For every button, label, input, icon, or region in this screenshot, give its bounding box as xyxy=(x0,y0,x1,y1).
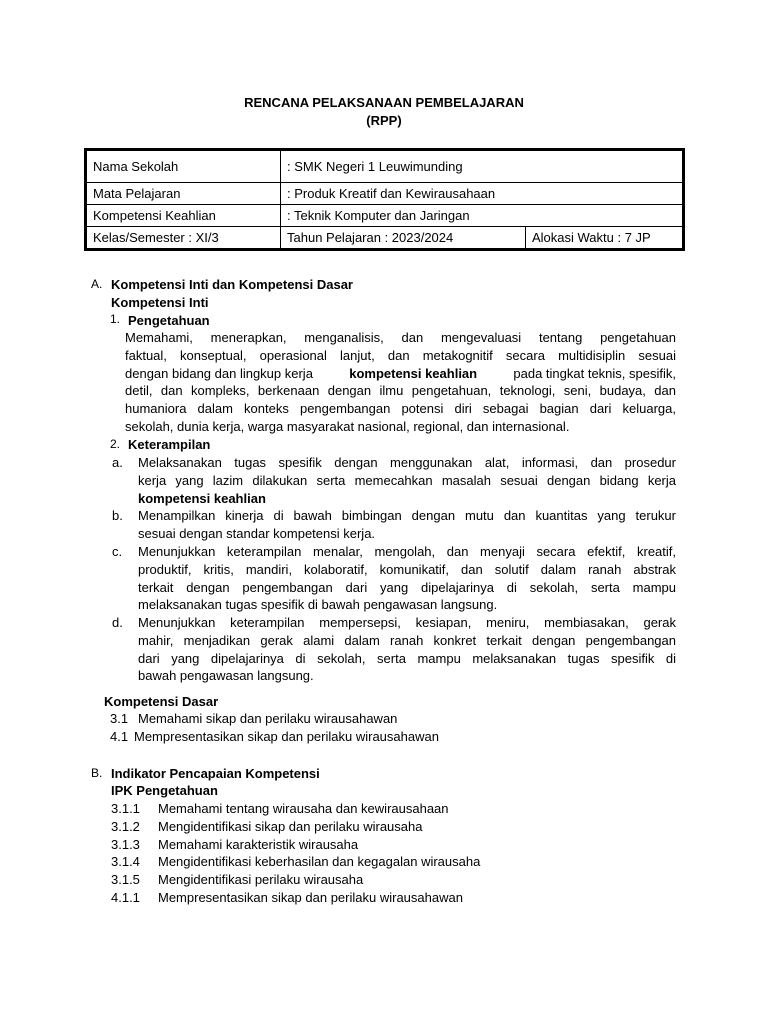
label-cell: Mata Pelajaran xyxy=(86,183,281,205)
bold-term: kompetensi keahlian xyxy=(349,365,478,381)
alokasi-cell: Alokasi Waktu : 7 JP xyxy=(526,227,684,250)
label-cell: Nama Sekolah xyxy=(86,150,281,183)
ipk-num: 3.1.2 xyxy=(111,819,140,834)
paragraph-line: Menunjukkan keterampilan mempersepsi, kesiapan, meniru, membiasakan, gerak xyxy=(138,615,676,630)
bold-term: kompetensi keahlian xyxy=(138,490,266,506)
paragraph-line: kerja yang lazim dilakukan serta memecahkan masalah sesuai dengan bidang kerja xyxy=(138,472,676,488)
paragraph-line: Melaksanakan tugas spesifik dengan menggunakan alat, informasi, dan prosedur xyxy=(138,455,676,470)
section-a-heading: Kompetensi Inti dan Kompetensi Dasar xyxy=(111,277,353,292)
doc-subtitle: (RPP) xyxy=(366,113,402,128)
paragraph-line: detil, dan kompleks, berkenaan dengan ilmu pengetahuan, teknologi, seni, budaya, dan xyxy=(125,383,676,399)
paragraph-line: Menampilkan kinerja di bawah bimbingan dengan mutu dan kuantitas yang terukur xyxy=(138,508,676,523)
line-segment: dengan bidang dan lingkup kerja xyxy=(125,365,313,381)
ki2-item-c xyxy=(138,543,676,614)
ipk-num: 3.1.5 xyxy=(111,872,140,887)
ipk-text: Mempresentasikan sikap dan perilaku wirausahawan xyxy=(158,890,463,905)
ipk-text: Mengidentifikasi keberhasilan dan kegagalan wirausaha xyxy=(158,854,481,869)
section-a-marker: A. xyxy=(91,277,103,291)
paragraph-line: mahir, menjadikan gerak alami dalam ranah konkret terkait dengan pengembangan xyxy=(138,632,676,648)
table-row xyxy=(86,183,684,205)
value-cell: : Teknik Komputer dan Jaringan xyxy=(281,205,684,227)
ki2-item-d xyxy=(138,614,676,685)
paragraph-line xyxy=(125,365,676,383)
ipk-text: Mengidentifikasi sikap dan perilaku wirausaha xyxy=(158,819,423,834)
paragraph-line: humaniora dalam konteks pengembangan potensi diri sebagai bagian dari keluarga, xyxy=(125,401,676,417)
kd-text: Memahami sikap dan perilaku wirausahawan xyxy=(138,711,398,726)
ki2-marker: 2. xyxy=(110,437,121,451)
value-cell: : SMK Negeri 1 Leuwimunding xyxy=(281,150,684,183)
paragraph-line: Memahami, menerapkan, menganalisis, dan mengevaluasi tentang pengetahuan xyxy=(125,330,676,345)
ki2-item-b xyxy=(138,507,676,543)
ipk-text: Memahami tentang wirausaha dan kewirausahaan xyxy=(158,801,449,816)
ipk-text: Memahami karakteristik wirausaha xyxy=(158,837,359,852)
paragraph-line: sesuai dengan standar kompetensi kerja. xyxy=(138,525,376,541)
section-b-heading: Indikator Pencapaian Kompetensi xyxy=(111,766,320,781)
ipk-text: Mengidentifikasi perilaku wirausaha xyxy=(158,872,364,887)
tahun-cell: Tahun Pelajaran : 2023/2024 xyxy=(281,227,526,250)
value-cell: : Produk Kreatif dan Kewirausahaan xyxy=(281,183,684,205)
table-row xyxy=(86,150,684,183)
section-b-marker: B. xyxy=(91,766,103,780)
ki-heading: Kompetensi Inti xyxy=(111,295,209,310)
ipk-num: 3.1.3 xyxy=(111,837,140,852)
paragraph-line: sekolah, dunia kerja, warga masyarakat nasional, regional, dan internasional. xyxy=(125,418,570,434)
ki1-marker: 1. xyxy=(110,312,121,326)
info-table xyxy=(84,148,685,251)
item-marker: a. xyxy=(112,455,123,470)
paragraph-line: Menunjukkan keterampilan menalar, mengolah, dan menyaji secara efektif, kreatif, xyxy=(138,544,676,559)
item-marker: c. xyxy=(112,544,123,559)
ki2-heading: Keterampilan xyxy=(128,437,211,452)
ki1-paragraph xyxy=(125,329,676,436)
ipk-num: 4.1.1 xyxy=(111,890,140,905)
item-marker: b. xyxy=(112,508,123,523)
kd-num: 3.1 xyxy=(110,711,129,726)
label-cell: Kompetensi Keahlian xyxy=(86,205,281,227)
ipk-num: 3.1.1 xyxy=(111,801,140,816)
ki1-heading: Pengetahuan xyxy=(128,313,210,328)
paragraph-line: faktual, konseptual, operasional lanjut, dan metakognitif secara multidisiplin sesuai xyxy=(125,347,676,363)
ipk-num: 3.1.4 xyxy=(111,854,140,869)
kd-num: 4.1 xyxy=(110,729,129,744)
kd-heading: Kompetensi Dasar xyxy=(104,694,219,709)
table-row xyxy=(86,227,684,250)
paragraph-line: produktif, kritis, mandiri, kolaboratif, komunikatif, dan solutif dalam ranah abstrak xyxy=(138,561,676,577)
paragraph-line: melaksanakan tugas spesifik di bawah pengawasan langsung. xyxy=(138,597,498,613)
line-segment: pada tingkat teknis, spesifik, xyxy=(513,365,676,381)
kelas-cell: Kelas/Semester : XI/3 xyxy=(86,227,281,250)
doc-title: RENCANA PELAKSANAAN PEMBELAJARAN xyxy=(244,95,524,110)
item-marker: d. xyxy=(112,615,123,630)
paragraph-line: bawah pengawasan langsung. xyxy=(138,668,314,684)
ki2-item-a xyxy=(138,454,676,507)
paragraph-line: dari yang dipelajarinya di sekolah, serta mampu melaksanakan tugas spesifik di xyxy=(138,650,676,666)
ipk-heading: IPK Pengetahuan xyxy=(111,783,218,798)
paragraph-line: terkait dengan pengembangan dari yang dipelajarinya di sekolah, serta mampu xyxy=(138,579,676,595)
table-row xyxy=(86,205,684,227)
kd-text: Mempresentasikan sikap dan perilaku wirausahawan xyxy=(134,729,439,744)
